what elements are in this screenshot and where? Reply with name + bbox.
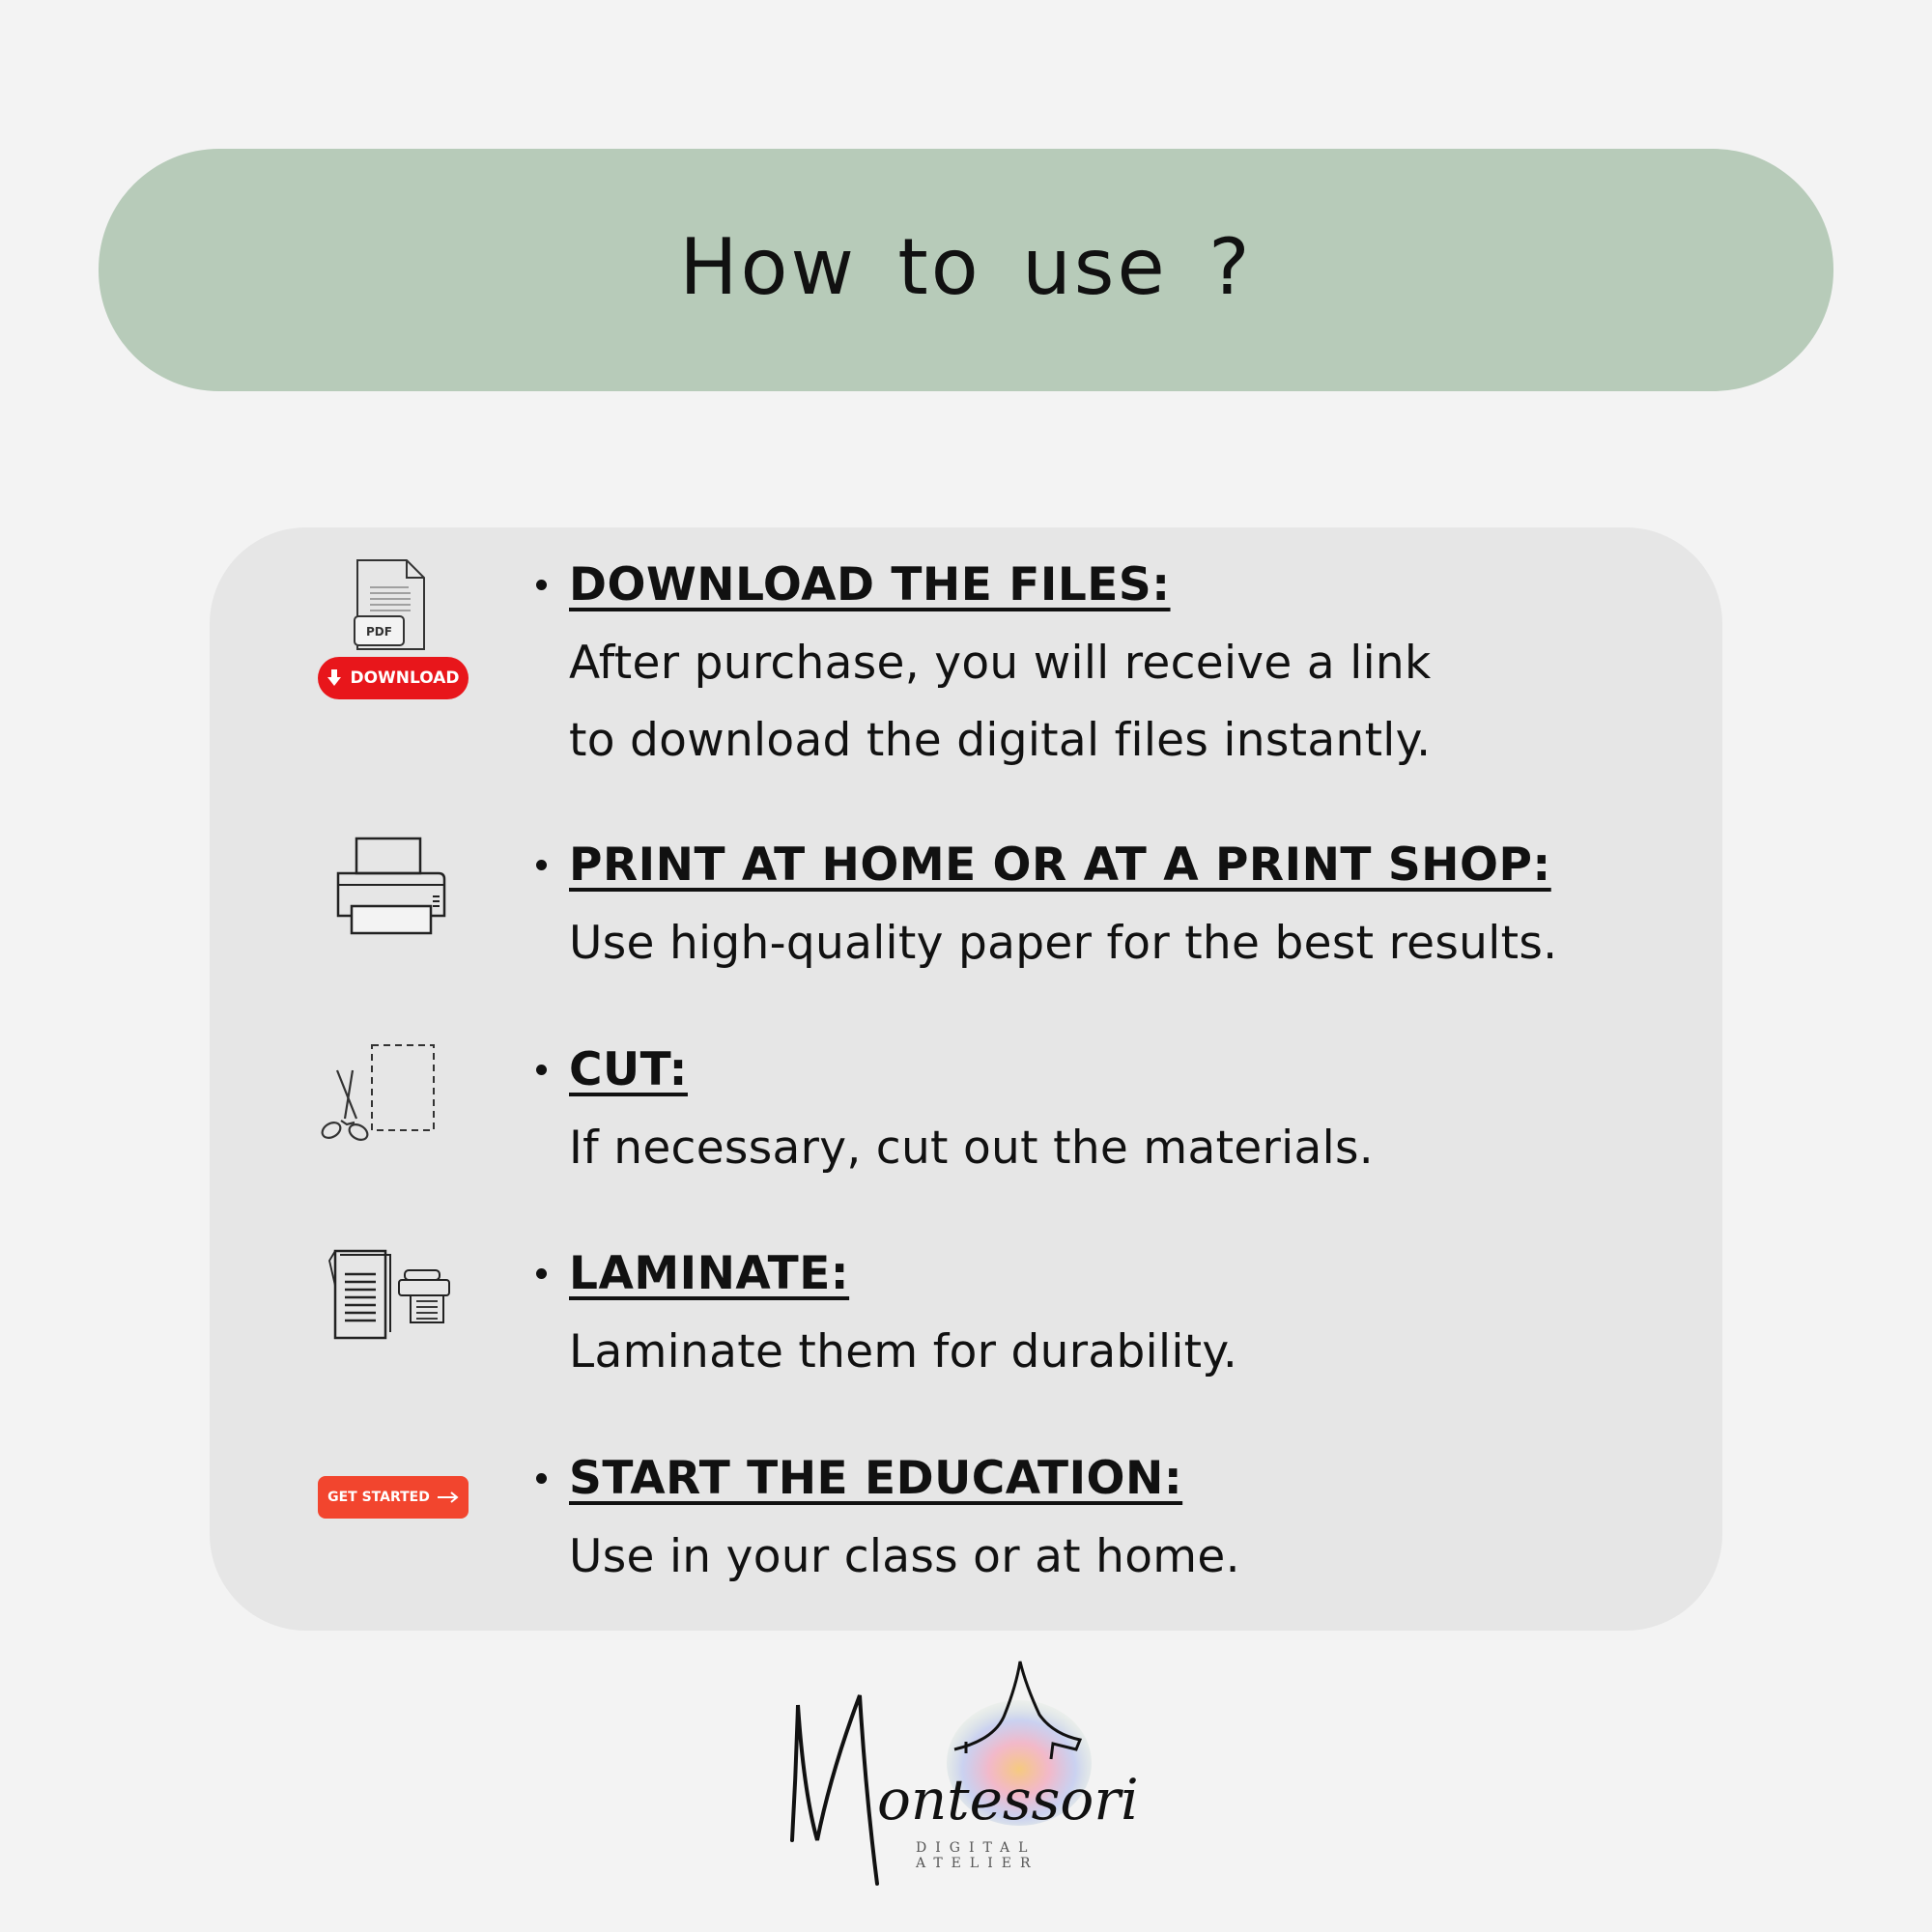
step-start-text xyxy=(569,1452,1690,1596)
step-print-text xyxy=(569,838,1690,982)
step-heading: START THE EDUCATION: xyxy=(569,1452,1183,1505)
bullet xyxy=(536,1473,547,1484)
step-description: Use in your class or at home. xyxy=(569,1530,1240,1583)
arrow-right-icon xyxy=(438,1492,459,1503)
step-description: Use high-quality paper for the best results. xyxy=(569,917,1558,970)
page-title: How to use ? xyxy=(679,222,1253,312)
logo-subtitle: DIGITAL ATELIER xyxy=(916,1840,1039,1871)
bullet xyxy=(536,1268,547,1279)
step-heading: CUT: xyxy=(569,1043,688,1096)
get-started-label: GET STARTED xyxy=(327,1490,430,1505)
step-description: Laminate them for durability. xyxy=(569,1325,1238,1378)
get-started-badge xyxy=(318,1476,469,1519)
bullet xyxy=(536,1065,547,1075)
bullet xyxy=(536,860,547,870)
step-heading: LAMINATE: xyxy=(569,1247,850,1300)
scissors-icon xyxy=(316,1041,470,1148)
brand-logo xyxy=(773,1657,1159,1898)
laminate-icon xyxy=(316,1247,470,1340)
steps-card xyxy=(210,527,1722,1631)
title-banner xyxy=(99,149,1833,391)
download-badge xyxy=(318,657,469,699)
printer-icon xyxy=(316,837,470,943)
step-heading: DOWNLOAD THE FILES: xyxy=(569,558,1171,611)
download-arrow-icon xyxy=(327,669,342,687)
pdf-label: PDF xyxy=(366,625,392,639)
step-laminate-text xyxy=(569,1247,1690,1391)
step-description: After purchase, you will receive a link to download the digital files instantly. xyxy=(569,637,1432,767)
step-cut-text xyxy=(569,1043,1690,1187)
get-started-icon xyxy=(316,1476,470,1520)
step-download-text xyxy=(569,558,1690,780)
bullet xyxy=(536,580,547,590)
download-badge-label: DOWNLOAD xyxy=(350,668,460,688)
step-description: If necessary, cut out the materials. xyxy=(569,1122,1374,1175)
pdf-download-icon xyxy=(316,558,470,703)
step-heading: PRINT AT HOME OR AT A PRINT SHOP: xyxy=(569,838,1551,892)
logo-wordmark: ontessori xyxy=(877,1767,1139,1833)
